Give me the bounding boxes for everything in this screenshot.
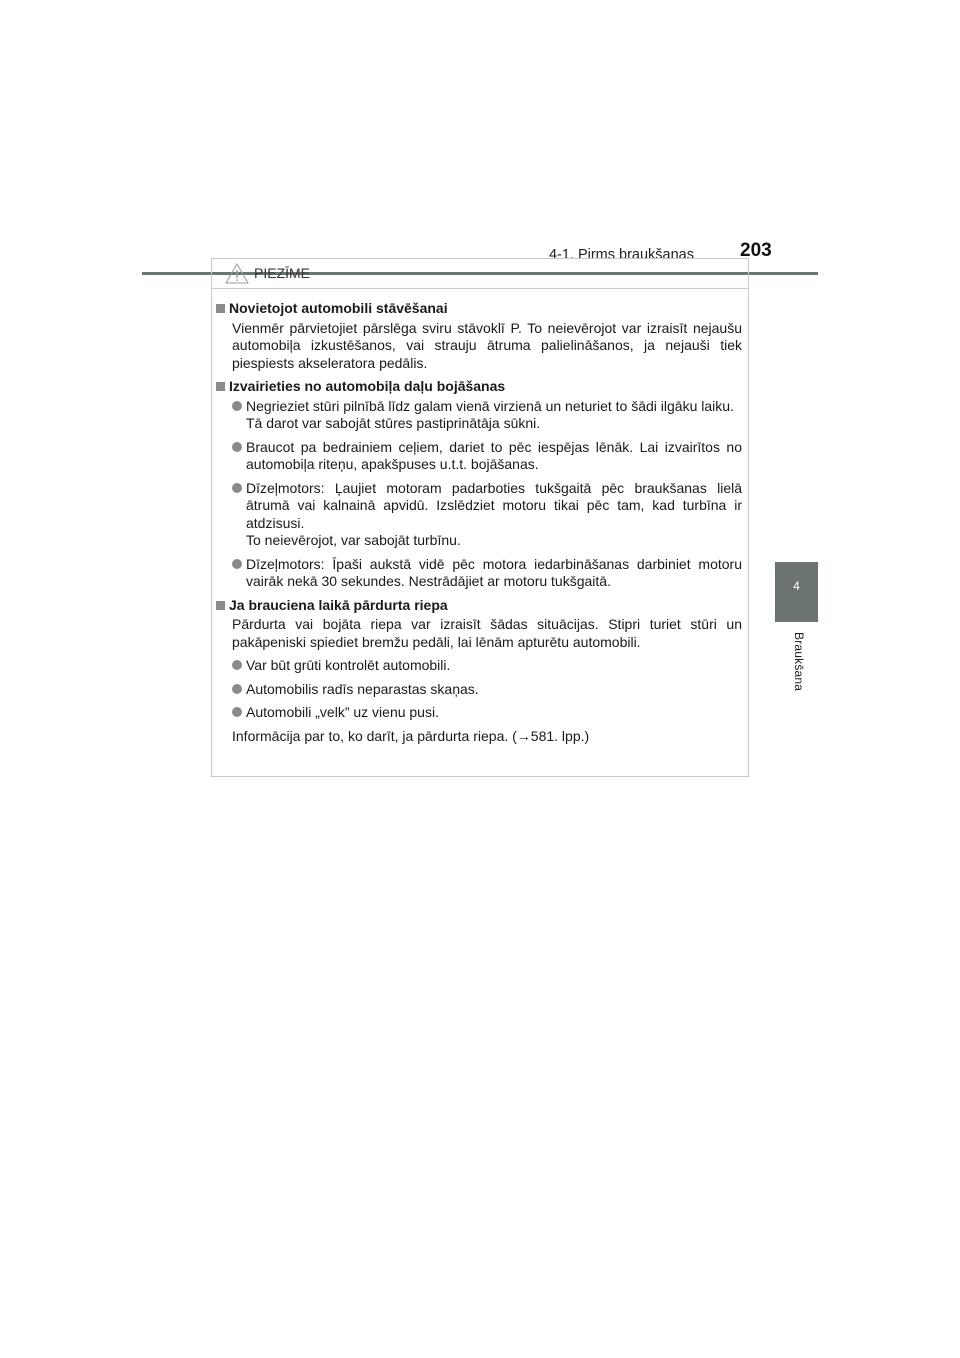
list-item: Automobilis radīs neparastas skaņas. — [232, 681, 742, 699]
section-heading: Novietojot automobili stāvēšanai — [215, 300, 742, 318]
circle-bullet-icon — [232, 442, 242, 452]
list-item: Automobili „velk” uz vienu pusi. — [232, 704, 742, 722]
notice-body — [212, 289, 748, 745]
circle-bullet-icon — [232, 707, 242, 717]
square-bullet-icon — [216, 382, 225, 391]
page-number: 203 — [740, 240, 772, 261]
notice-header — [212, 259, 748, 289]
circle-bullet-icon — [232, 684, 242, 694]
circle-bullet-icon — [232, 483, 242, 493]
page-reference[interactable]: Informācija par to, ko darīt, ja pārdurta riepa. (→581. lpp.) — [232, 727, 590, 744]
list-item: Braucot pa bedrainiem ceļiem, dariet to pēc iespējas lēnāk. Lai izvairītos no automobiļa riteņu, apakšpuses u.t.t. bojāšanas. — [232, 439, 742, 474]
list-item: Var būt grūti kontrolēt automobili. — [232, 657, 742, 675]
list-item: Negrieziet stūri pilnībā līdz galam vienā virzienā un neturiet to šādi ilgāku laiku. Tā darot var sabojāt stūres pastiprinātāja sūkni. — [232, 398, 742, 433]
section-title: 4-1. Pirms braukšanas — [548, 247, 694, 263]
notice-title: PIEZĪME — [254, 265, 311, 281]
section-paragraph: Pārdurta vai bojāta riepa var izraisīt šādas situācijas. Stipri turiet stūri un pakāpeniski spiediet bremžu pedāli, lai lēnām apturētu automobili. — [232, 616, 742, 650]
notice-box — [211, 258, 749, 777]
circle-bullet-icon — [232, 401, 242, 411]
chapter-tab: 4 — [775, 562, 818, 622]
chapter-label: Braukšana — [792, 632, 806, 692]
section-paragraph: Vienmēr pārvietojiet pārslēga sviru stāvoklī P. To neievērojot var izraisīt nejaušu automobiļa izkustēšanos, vai strauju ātruma palielināšanos, ja nejauši tiek piespiests akseleratora pedālis. — [232, 319, 742, 371]
section-heading: Izvairieties no automobiļa daļu bojāšanas — [215, 378, 742, 396]
list-item: Dīzeļmotors: Ļaujiet motoram padarboties tukšgaitā pēc braukšanas lielā ātrumā vai kalnainā apvidū. Izslēdziet motoru tikai pēc tam, kad turbīna ir atdzisusi. To neievērojot, var sabojāt turbīnu. — [232, 480, 742, 550]
square-bullet-icon — [216, 601, 225, 610]
warning-triangle-icon — [225, 263, 249, 284]
square-bullet-icon — [216, 304, 225, 313]
section-heading: Ja brauciena laikā pārdurta riepa — [215, 597, 742, 615]
circle-bullet-icon — [232, 559, 242, 569]
list-item: Dīzeļmotors: Īpaši aukstā vidē pēc motora iedarbināšanas darbiniet motoru vairāk nekā 30 sekundes. Nestrādājiet ar motoru tukšgaitā. — [232, 556, 742, 591]
circle-bullet-icon — [232, 660, 242, 670]
